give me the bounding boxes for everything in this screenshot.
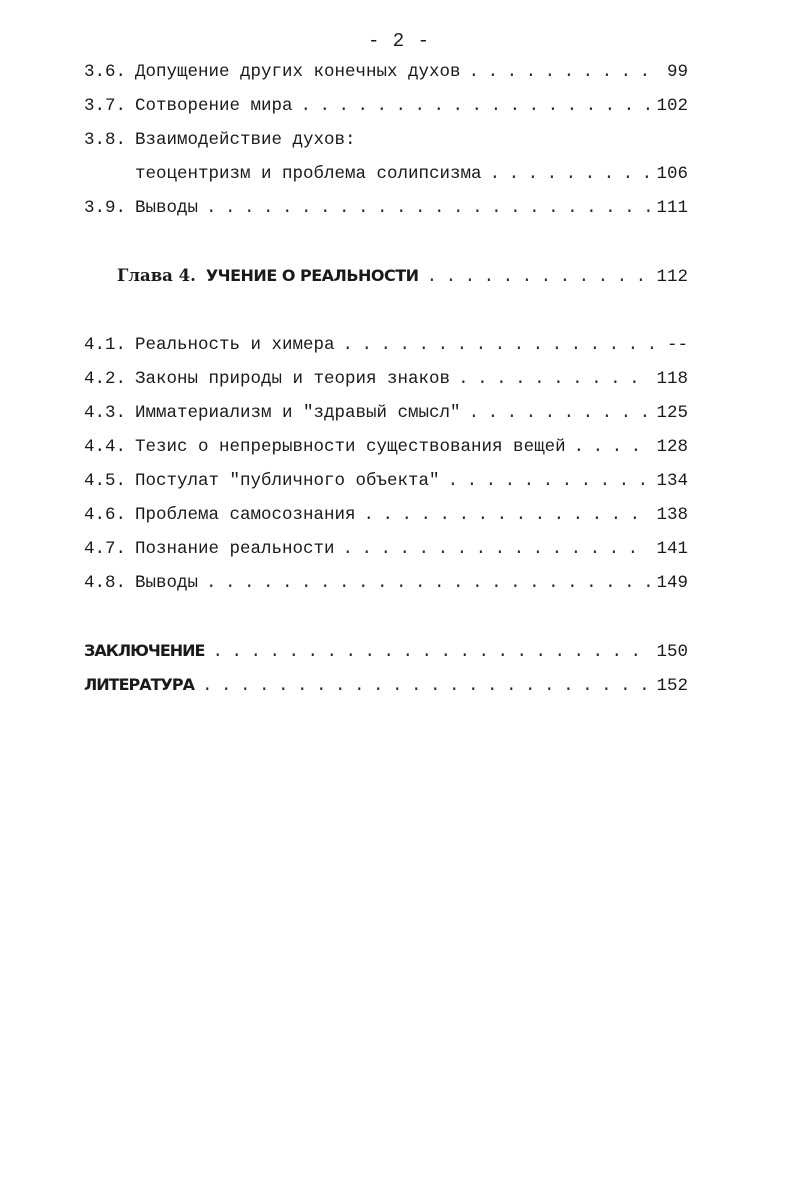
- toc-entry-4-1: [84, 335, 688, 361]
- entry-number: 3.9.: [84, 198, 127, 218]
- page-number: - 2 -: [367, 30, 430, 52]
- leader-dots: [469, 403, 651, 423]
- toc-entry-4-5: [84, 471, 688, 497]
- toc-entry-3-7: [84, 96, 688, 122]
- entry-title: Допущение других конечных духов: [135, 62, 461, 82]
- entry-page: 141: [656, 539, 688, 559]
- toc-entry-4-6: [84, 505, 688, 531]
- literature-page: 152: [656, 676, 688, 696]
- leader-dots: [206, 198, 650, 218]
- entry-number: 4.8.: [84, 573, 127, 593]
- leader-dots: [343, 539, 651, 559]
- entry-title: Законы природы и теория знаков: [135, 369, 451, 389]
- toc-entry-4-8: [84, 573, 688, 599]
- entry-number: 4.3.: [84, 403, 127, 423]
- toc-conclusion: [84, 641, 688, 667]
- entry-number: 4.4.: [84, 437, 127, 457]
- leader-dots: [212, 642, 650, 662]
- leader-dots: [343, 335, 661, 355]
- entry-title: Постулат "публичного объекта": [135, 471, 440, 491]
- entry-page: 106: [656, 164, 688, 184]
- leader-dots: [490, 164, 651, 184]
- toc-entry-4-2: [84, 369, 688, 395]
- entry-page: 138: [656, 505, 688, 525]
- entry-number: 3.7.: [84, 96, 127, 116]
- chapter-page: 112: [656, 267, 688, 287]
- entry-title: Проблема самосознания: [135, 505, 356, 525]
- toc-entry-3-8: [84, 130, 688, 156]
- leader-dots: [574, 437, 651, 457]
- toc-entry-4-7: [84, 539, 688, 565]
- toc-entry-3-9: [84, 198, 688, 224]
- chapter-title: УЧЕНИЕ О РЕАЛЬНОСТИ: [205, 266, 419, 285]
- entry-page: --: [666, 335, 688, 355]
- entry-title: Реальность и химера: [135, 335, 335, 355]
- entry-page: 99: [666, 62, 688, 82]
- entry-number: 4.7.: [84, 539, 127, 559]
- toc-literature: [84, 675, 688, 701]
- entry-page: 125: [656, 403, 688, 423]
- leader-dots: [206, 573, 650, 593]
- entry-title: теоцентризм и проблема солипсизма: [135, 164, 482, 184]
- entry-number: 4.2.: [84, 369, 127, 389]
- toc-entry-4-4: [84, 437, 688, 463]
- leader-dots: [469, 62, 661, 82]
- entry-title: Имматериализм и "здравый смысл": [135, 403, 461, 423]
- literature-title: ЛИТЕРАТУРА: [84, 675, 194, 694]
- entry-title: Познание реальности: [135, 539, 335, 559]
- entry-number: 3.8.: [84, 130, 127, 150]
- entry-number: 4.1.: [84, 335, 127, 355]
- conclusion-page: 150: [656, 642, 688, 662]
- entry-number: 4.5.: [84, 471, 127, 491]
- conclusion-title: ЗАКЛЮЧЕНИЕ: [84, 641, 205, 660]
- entry-page: 149: [656, 573, 688, 593]
- leader-dots: [458, 369, 650, 389]
- entry-number: 3.6.: [84, 62, 127, 82]
- entry-title: Выводы: [135, 198, 199, 218]
- entry-number: 4.6.: [84, 505, 127, 525]
- leader-dots: [427, 267, 651, 287]
- leader-dots: [448, 471, 651, 491]
- leader-dots: [301, 96, 651, 116]
- leader-dots: [364, 505, 651, 525]
- toc-entry-3-6: [84, 62, 688, 88]
- entry-title: Взаимодействие духов:: [135, 130, 356, 150]
- entry-page: 134: [656, 471, 688, 491]
- entry-page: 118: [656, 369, 688, 389]
- chapter-label: Глава 4.: [117, 266, 196, 285]
- entry-page: 111: [656, 198, 688, 218]
- entry-page: 102: [656, 96, 688, 116]
- entry-page: 128: [656, 437, 688, 457]
- entry-title: Тезис о непрерывности существования вещей: [135, 437, 566, 457]
- entry-title: Сотворение мира: [135, 96, 293, 116]
- toc-entry-4-3: [84, 403, 688, 429]
- toc-entry-3-8-continued: [135, 164, 688, 190]
- toc-chapter-4: [117, 266, 688, 292]
- entry-title: Выводы: [135, 573, 199, 593]
- leader-dots: [202, 676, 650, 696]
